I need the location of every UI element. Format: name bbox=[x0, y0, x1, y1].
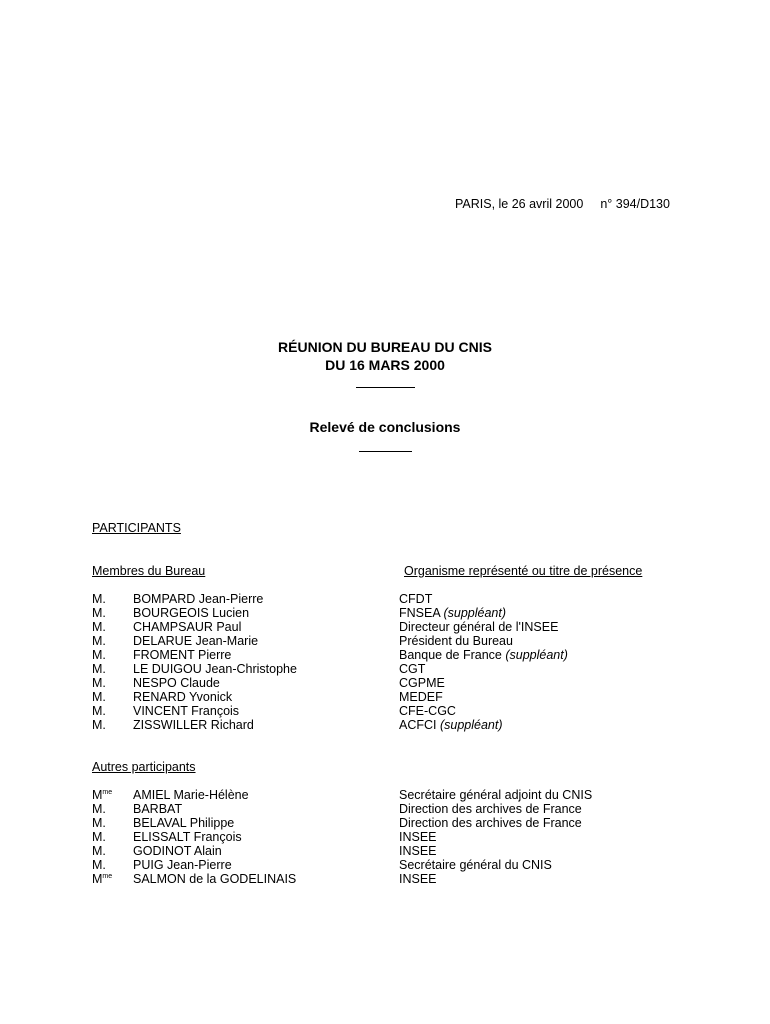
participant-organisation: INSEE bbox=[399, 844, 437, 858]
participant-organisation: Secrétaire général adjoint du CNIS bbox=[399, 788, 593, 802]
participant-row bbox=[92, 606, 712, 620]
participant-organisation: Directeur général de l'INSEE bbox=[399, 620, 559, 634]
participant-name: LE DUIGOU Jean-Christophe bbox=[133, 662, 297, 676]
participant-name: BOMPARD Jean-Pierre bbox=[133, 592, 264, 606]
participant-organisation: ACFCI (suppléant) bbox=[399, 718, 503, 732]
participant-civility: M. bbox=[92, 844, 106, 858]
participant-name: BELAVAL Philippe bbox=[133, 816, 235, 830]
substitute-note: (suppléant) bbox=[505, 648, 568, 662]
participant-civility: M. bbox=[92, 620, 106, 634]
participant-civility: M. bbox=[92, 704, 106, 718]
document-date: PARIS, le 26 avril 2000 bbox=[455, 197, 584, 211]
participant-organisation: Banque de France (suppléant) bbox=[399, 648, 568, 662]
participant-civility: M. bbox=[92, 858, 106, 872]
participant-row bbox=[92, 592, 712, 606]
autres-list bbox=[92, 788, 712, 886]
participant-name: ZISSWILLER Richard bbox=[133, 718, 254, 732]
participants-heading: PARTICIPANTS bbox=[92, 521, 181, 535]
participant-row bbox=[92, 872, 712, 886]
membres-heading: Membres du Bureau bbox=[92, 564, 206, 578]
participant-organisation: INSEE bbox=[399, 830, 437, 844]
document-title: RÉUNION DU BUREAU DU CNIS bbox=[278, 339, 492, 355]
document-subtitle: Relevé de conclusions bbox=[309, 419, 461, 435]
participant-name: CHAMPSAUR Paul bbox=[133, 620, 242, 634]
participant-row bbox=[92, 690, 712, 704]
substitute-note: (suppléant) bbox=[439, 718, 503, 732]
participant-civility: M. bbox=[92, 802, 106, 816]
participant-row bbox=[92, 816, 712, 830]
participant-name: RENARD Yvonick bbox=[133, 690, 233, 704]
document-dateline bbox=[455, 197, 670, 211]
civility-superscript: me bbox=[102, 873, 113, 880]
participant-organisation: Direction des archives de France bbox=[399, 802, 582, 816]
participant-row bbox=[92, 788, 712, 802]
substitute-note: (suppléant) bbox=[443, 606, 507, 620]
participant-organisation: Président du Bureau bbox=[399, 634, 513, 648]
participant-row bbox=[92, 620, 712, 634]
participant-name: SALMON de la GODELINAIS bbox=[133, 872, 297, 886]
organisme-heading: Organisme représenté ou titre de présence bbox=[404, 564, 643, 578]
participant-organisation: CGT bbox=[399, 662, 426, 676]
participant-row bbox=[92, 662, 712, 676]
participant-row bbox=[92, 634, 712, 648]
participant-row bbox=[92, 676, 712, 690]
participant-name: VINCENT François bbox=[133, 704, 240, 718]
participant-civility: M. bbox=[92, 830, 106, 844]
participant-name: NESPO Claude bbox=[133, 676, 220, 690]
participant-name: BARBAT bbox=[133, 802, 183, 816]
participant-name: GODINOT Alain bbox=[133, 844, 222, 858]
participant-organisation: Secrétaire général du CNIS bbox=[399, 858, 552, 872]
participant-name: DELARUE Jean-Marie bbox=[133, 634, 259, 648]
participant-organisation: CFDT bbox=[399, 592, 433, 606]
title-divider bbox=[356, 387, 415, 388]
document-reference: n° 394/D130 bbox=[600, 197, 670, 211]
participant-civility: M. bbox=[92, 690, 106, 704]
participant-organisation: CGPME bbox=[399, 676, 445, 690]
participant-civility: M. bbox=[92, 648, 106, 662]
participant-name: FROMENT Pierre bbox=[133, 648, 232, 662]
subtitle-divider bbox=[359, 451, 412, 452]
participant-civility: M. bbox=[92, 634, 106, 648]
participant-name: AMIEL Marie-Hélène bbox=[133, 788, 249, 802]
participant-civility: $M^{me}$ bbox=[92, 788, 113, 802]
participant-civility: M. bbox=[92, 676, 106, 690]
participant-civility: M. bbox=[92, 662, 106, 676]
participant-row bbox=[92, 802, 712, 816]
participant-civility: M. bbox=[92, 718, 106, 732]
participant-row bbox=[92, 858, 712, 872]
participant-name: PUIG Jean-Pierre bbox=[133, 858, 232, 872]
participant-civility: M. bbox=[92, 816, 106, 830]
participant-civility: M. bbox=[92, 592, 106, 606]
participant-organisation: FNSEA (suppléant) bbox=[399, 606, 507, 620]
participant-civility: M. bbox=[92, 606, 106, 620]
participant-civility: $M^{me}$ bbox=[92, 872, 113, 886]
participant-organisation: MEDEF bbox=[399, 690, 443, 704]
document-title-date: DU 16 MARS 2000 bbox=[325, 357, 445, 373]
civility-superscript: me bbox=[102, 789, 113, 796]
participant-organisation: Direction des archives de France bbox=[399, 816, 582, 830]
participant-row bbox=[92, 844, 712, 858]
participant-name: ELISSALT François bbox=[133, 830, 242, 844]
participant-row bbox=[92, 704, 712, 718]
participant-name: BOURGEOIS Lucien bbox=[133, 606, 250, 620]
participant-organisation: CFE-CGC bbox=[399, 704, 456, 718]
autres-heading: Autres participants bbox=[92, 760, 196, 774]
participant-organisation: INSEE bbox=[399, 872, 437, 886]
participant-row bbox=[92, 648, 712, 662]
participant-row bbox=[92, 830, 712, 844]
membres-list bbox=[92, 592, 712, 732]
participant-row bbox=[92, 718, 712, 732]
